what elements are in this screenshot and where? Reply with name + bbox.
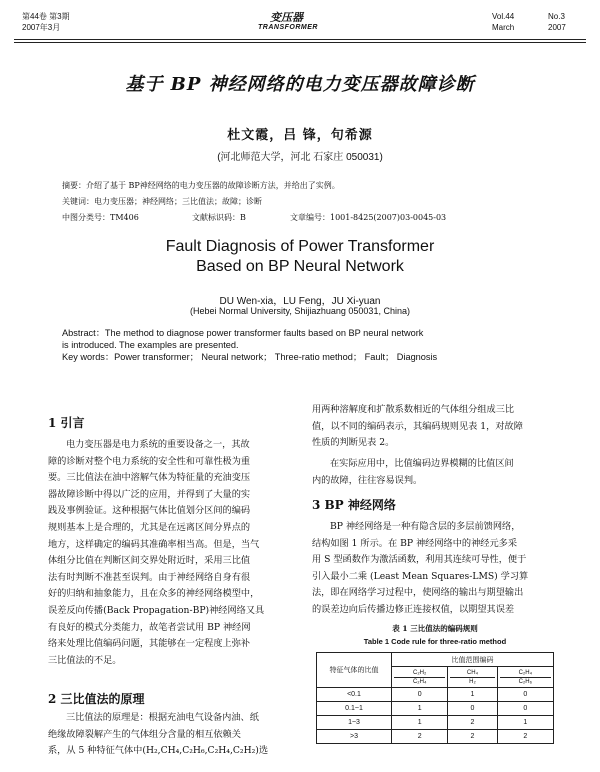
header-no-en: No.3: [548, 12, 565, 21]
table-cell: 2: [392, 730, 448, 744]
table-cell: 1: [392, 716, 448, 730]
code-rule-table: [316, 652, 554, 744]
sec1-line: 误差反向传播(Back Propagation-BP)神经网络又具: [48, 604, 265, 616]
table-cell: 1: [497, 716, 553, 730]
right-p1-line: 用两种溶解度和扩散系数相近的气体组分组成三比: [312, 404, 515, 415]
sec3-line: 结构如图 1 所示。在 BP 神经网络中的神经元多采: [312, 537, 518, 549]
title-en-line-1: Fault Diagnosis of Power Transformer: [165, 238, 435, 255]
table-row: [317, 688, 554, 702]
table-header-group: 比值范围编码: [392, 653, 554, 667]
right-p2-line: 内的故障，往往容易误判。: [312, 474, 423, 486]
table-cell: 1: [392, 702, 448, 716]
document-code: 文献标识码：B: [192, 213, 246, 222]
section-3-body: [312, 519, 558, 619]
sec1-line: 电力变压器是电力系统的重要设备之一，其故: [66, 439, 250, 450]
sec1-line: 地方，这样确定的编码其准确率相当高。但是，当气: [48, 538, 260, 550]
sec1-line: 络来处理比值编码问题，其能够在一定程度上弥补: [48, 638, 251, 650]
header-journal-cn: 变压器: [270, 11, 303, 24]
table-row: [317, 716, 554, 730]
header-vol-issue-cn: 第44卷 第3期: [22, 12, 70, 21]
authors-cn: 杜文霞，吕 锋，句希源: [227, 128, 373, 143]
table-row: [317, 730, 554, 744]
abstract-cn: 摘要：介绍了基于 BP神经网络的电力变压器的故障诊断方法，并给出了实例。: [62, 181, 340, 190]
table-ratio-header: [392, 667, 448, 688]
article-number: 文章编号：1001-8425(2007)03-0045-03: [290, 213, 447, 222]
authors-en: DU Wen-xia，LU Feng，JU Xi-yuan: [219, 296, 381, 307]
clc-code: 中图分类号：TM406: [62, 213, 139, 222]
header-rule: [14, 39, 586, 40]
header-year-en: 2007: [548, 23, 566, 32]
sec3-line: BP 神经网络是一种有隐含层的多层前馈网络，: [330, 521, 521, 532]
sec1-line: 体组分比值在判断区间交界处附近时，采用三比值: [48, 555, 251, 567]
sec1-line: 好的归纳和抽象能力，且在众多的神经网络模型中，: [48, 588, 260, 600]
section-1-title: 1 引言: [48, 416, 85, 430]
header-vol-en: Vol.44: [492, 12, 515, 21]
header-journal-en: TRANSFORMER: [258, 24, 318, 31]
sec3-line: 用 S 型函数作为激活函数，利用其连续可导性，便于: [312, 554, 527, 566]
ratio-numerator: C₂H₂: [394, 669, 445, 678]
sec1-line: 障的诊断对整个电力系统的安全性和可靠性极为重: [48, 455, 251, 467]
table-cell: 2: [448, 730, 497, 744]
table-cell-range: 0.1~1: [317, 702, 392, 716]
ratio-denominator: C₂H₄: [412, 678, 427, 685]
affiliation-cn: (河北师范大学，河北 石家庄 050031): [217, 152, 383, 163]
table-caption-en: Table 1 Code rule for three-ratio method: [363, 637, 507, 646]
ratio-denominator: H₂: [469, 678, 476, 685]
table-ratio-header: [497, 667, 553, 688]
section-3-title: 3 BP 神经网络: [312, 498, 396, 512]
right-paragraph-2: [312, 456, 558, 489]
table-caption-cn: 表 1 三比值法的编码规则: [392, 624, 478, 633]
sec1-line: 有良好的模式分类能力，故笔者尝试用 BP 神经网: [48, 621, 251, 633]
header-month-en: March: [492, 23, 515, 32]
table-cell: 0: [497, 688, 553, 702]
table-header-row: [317, 653, 554, 667]
right-paragraph-1: [312, 402, 558, 452]
title-en-line-2: Based on BP Neural Network: [196, 258, 404, 275]
abstract-en-line-1: Abstract：The method to diagnose power transformer faults based on BP neural network: [62, 328, 424, 338]
title-cn: 基于 BP 神经网络的电力变压器故障诊断: [125, 74, 475, 95]
sec3-line: 法，即在网络学习过程中，使网络的输出与期望输出: [312, 587, 524, 599]
sec1-line: 践及事例验证。这种根据气体比值划分区间的编码: [48, 505, 251, 517]
sec1-line: 法有时判断不准甚至误判。由于神经网络自身有很: [48, 571, 251, 583]
table-cell-range: >3: [317, 730, 392, 744]
header-rule-2: [14, 42, 586, 43]
ratio-denominator: C₂H₆: [518, 678, 533, 685]
table-cell: 0: [497, 702, 553, 716]
sec1-line: 三比值法的不足。: [48, 654, 122, 666]
sec2-line: 三比值法的原理是：根据充油电气设备内油、纸: [66, 712, 259, 723]
section-2-title: 2 三比值法的原理: [48, 692, 145, 706]
sec3-line: 的误差边向后传播边修正连接权值，以期望其误差: [312, 603, 515, 615]
header-date-cn: 2007年3月: [22, 23, 61, 32]
section-2-body: [48, 710, 290, 760]
right-p1-line: 性质的判断见表 2。: [312, 437, 395, 449]
sec1-line: 要。三比值法在油中溶解气体为特征量的充油变压: [48, 472, 251, 484]
table-cell-range: <0.1: [317, 688, 392, 702]
sec3-line: 引入最小二乘 (Least Mean Squares-LMS) 学习算: [312, 570, 529, 582]
keywords-cn: 关键词：电力变压器；神经网络；三比值法；故障；诊断: [62, 197, 262, 206]
abstract-en-line-2: is introduced. The examples are presented.: [62, 340, 239, 350]
table-cell: 2: [497, 730, 553, 744]
affiliation-en: (Hebei Normal University, Shijiazhuang 050031, China): [190, 306, 410, 316]
right-p1-line: 值，以不同的编码表示，其编码规则见表 1，对故障: [312, 420, 523, 432]
sec2-line: 系，从 5 种特征气体中(H₂,CH₄,C₂H₆,C₂H₄,C₂H₂)选: [48, 745, 269, 757]
ratio-numerator: CH₄: [450, 669, 494, 678]
section-1-body: [48, 437, 290, 669]
table-cell: 0: [448, 702, 497, 716]
table-cell-range: 1~3: [317, 716, 392, 730]
table-header-ratio: 特征气体的比值: [317, 653, 392, 688]
sec1-line: 器故障诊断中得以广泛的应用，并得到了大量的实: [48, 488, 251, 500]
table-cell: 0: [392, 688, 448, 702]
sec2-line: 绝缘故障裂解产生的气体组分含量的相互依赖关: [48, 728, 241, 740]
sec1-line: 规则基本上是合理的，尤其是在远离区间分界点的: [48, 521, 251, 533]
ratio-numerator: C₂H₄: [500, 669, 551, 678]
table-cell: 2: [448, 716, 497, 730]
table-row: [317, 702, 554, 716]
abstract-en: [62, 327, 437, 363]
right-p2-line: 在实际应用中，比值编码边界模糊的比值区间: [330, 458, 514, 469]
keywords-en: Key words：Power transformer； Neural network； Three-ratio method； Fault； Diagnosis: [62, 352, 438, 362]
table-cell: 1: [448, 688, 497, 702]
table-ratio-header: [448, 667, 497, 688]
